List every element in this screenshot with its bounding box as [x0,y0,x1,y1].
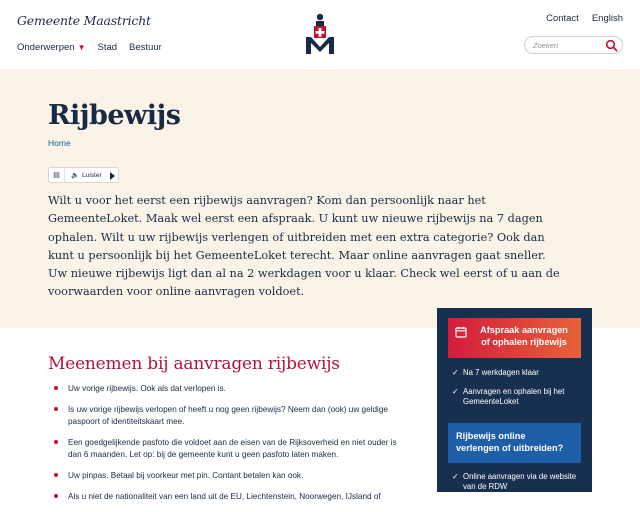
intro-line: kunt u persoonlijk bij het GemeenteLoket terecht. Maar online aanvragen gaat sneller. [48,248,546,262]
online-checklist [448,472,588,492]
online-renew-button[interactable] [448,423,581,463]
maastricht-m-logo-icon[interactable] [303,11,337,55]
breadcrumb[interactable]: Home [48,138,71,148]
nav-item-stad[interactable]: Stad [97,42,118,53]
online-renew-button-label: Rijbewijs online [456,431,526,441]
english-link[interactable]: English [591,13,623,24]
menu-icon[interactable]: ▤ [49,168,65,182]
intro-line: voorwaarden voor online aanvragen voldoet. [48,285,305,299]
list-item-text: Aanvragen en ophalen bij het [463,387,565,396]
appointment-button-label: of ophalen rijbewijs [481,336,567,347]
list-item-text: Uw vorige rijbewijs. Ook als dat verlopen is. [68,384,226,393]
nav-item-bestuur[interactable]: Bestuur [129,42,162,53]
check-icon: ✓ [452,368,459,377]
check-icon: ✓ [452,472,459,481]
listen-button[interactable] [65,171,102,179]
list-item [54,491,426,503]
intro-line: Uw nieuwe rijbewijs ligt dan al na 2 werkdagen voor u klaar. Check wel eerst of u aan de [48,267,560,281]
calendar-icon [455,326,467,338]
intro-line: ophalen. Wilt u uw rijbewijs verlengen of uitbreiden met een extra categorie? Ook dan [48,230,545,244]
appointment-button-label: Afspraak aanvragen [480,325,568,335]
appointment-checklist [448,368,588,416]
list-item [54,383,426,395]
list-item [448,387,588,407]
list-item-text: Is uw vorige rijbewijs verlopen of heeft u nog geen rijbewijs? Neem dan (ook) uw geldige [68,405,388,414]
nav-item-label: Onderwerpen [17,42,75,53]
list-item-text: Uw pinpas. Betaal bij voorkeur met pin. Contant betalen kan ook. [68,471,304,480]
list-item-text: Online aanvragen via de website [463,472,577,481]
speaker-icon: 🔈 [71,172,80,179]
chevron-down-icon: ▼ [77,43,86,52]
list-item [54,404,426,428]
list-item [54,437,426,461]
list-item [448,472,588,492]
check-icon: ✓ [452,387,459,396]
intro-text [48,192,560,302]
readspeaker-player [48,167,119,183]
appointment-button[interactable] [448,318,581,358]
section-title: Meenemen bij aanvragen rijbewijs [48,354,340,374]
site-header [0,0,640,69]
list-item-text: van de RDW [463,482,508,491]
listen-label: Luister [82,171,102,179]
list-item-text: dan 6 maanden. Let op: bij de gemeente kunt u geen pasfoto laten maken. [68,450,339,459]
list-item [448,368,588,378]
list-item-text: Na 7 werkdagen klaar [463,368,539,377]
contact-link[interactable]: Contact [546,13,579,24]
page-title: Rijbewijs [48,100,181,131]
top-links [546,13,623,24]
intro-line: GemeenteLoket. Maak wel eerst een afspraak. U kunt uw nieuwe rijbewijs na 7 dagen [48,212,543,226]
online-renew-button-label: verlengen of uitbreiden? [456,442,564,453]
main-nav [17,42,162,53]
search-input[interactable] [533,39,603,52]
list-item-text: Een goedgelijkende pasfoto die voldoet aan de eisen van de Rijksoverheid en niet ouder is [68,438,397,447]
list-item [54,470,426,482]
brand-name[interactable]: Gemeente Maastricht [17,13,151,28]
play-icon[interactable] [110,172,115,180]
list-item-text: GemeenteLoket [463,397,519,406]
search-icon[interactable] [605,39,618,52]
requirements-list [54,383,426,512]
intro-line: Wilt u voor het eerst een rijbewijs aanvragen? Kom dan persoonlijk naar het [48,194,486,207]
list-item-text: paspoort of identiteitskaart mee. [68,417,185,426]
nav-item-onderwerpen[interactable] [17,42,85,53]
search-box [524,36,623,54]
list-item-text: Als u niet de nationaliteit van een land uit de EU, Liechtenstein, Noorwegen, IJsland of [68,492,381,501]
